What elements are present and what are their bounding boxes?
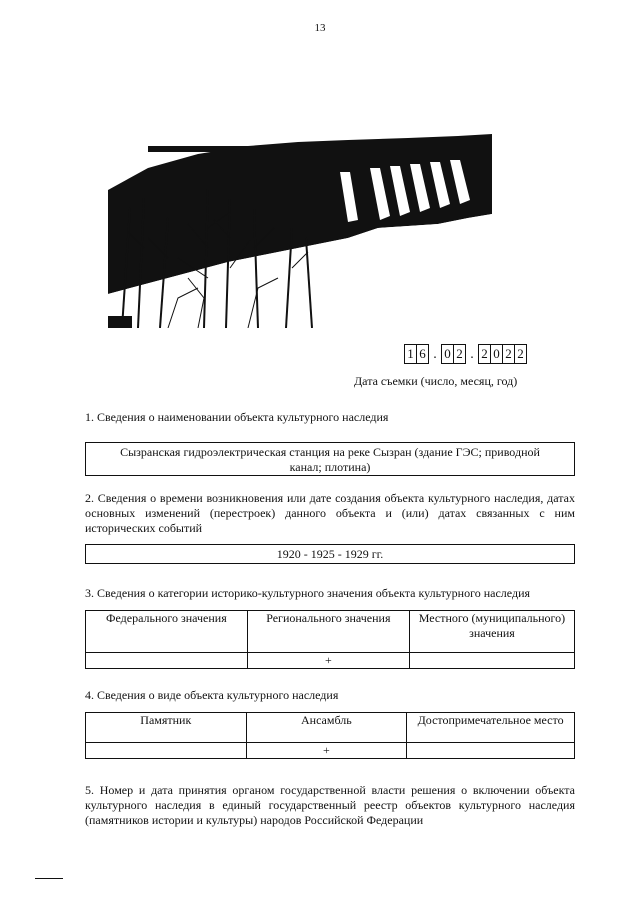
mark-landmark-site <box>407 743 575 759</box>
header-landmark-site: Достопримечательное место <box>407 713 575 743</box>
mark-federal <box>86 653 248 669</box>
object-type-table <box>85 712 575 759</box>
footer-line <box>35 878 63 879</box>
header-ensemble: Ансамбль <box>246 713 407 743</box>
dam-photo <box>108 128 492 328</box>
date-digit: 0 <box>441 344 454 364</box>
date-digit: 1 <box>404 344 417 364</box>
date-separator: . <box>470 347 474 362</box>
date-separator: . <box>433 347 437 362</box>
significance-category-table <box>85 610 575 669</box>
mark-local <box>409 653 574 669</box>
header-local: Местного (муниципального) значения <box>409 611 574 653</box>
section1-title: 1. Сведения о наименовании объекта культурного наследия <box>85 410 389 424</box>
section2-title: 2. Сведения о времени возникновения или дате создания объекта культурного наследия, датах основных изменений (перестроек) данного объекта и (или) датах связанных с ним исторических событий <box>85 491 575 535</box>
header-federal: Федерального значения <box>86 611 248 653</box>
header-regional: Регионального значения <box>247 611 409 653</box>
mark-monument <box>86 743 247 759</box>
date-digit: 0 <box>490 344 503 364</box>
shoot-date <box>404 344 527 364</box>
header-monument: Памятник <box>86 713 247 743</box>
object-dates-field: 1920 - 1925 - 1929 гг. <box>85 544 575 564</box>
date-day <box>404 344 429 364</box>
page-number: 13 <box>314 22 326 34</box>
section3-title: 3. Сведения о категории историко-культурного значения объекта культурного наследия <box>85 586 531 600</box>
section5-title: 5. Номер и дата принятия органом государственной власти решения о включении объекта культурного наследия в единый государственный реестр объектов культурного наследия (памятников истории и культуры) народов Российской Федерации <box>85 783 575 827</box>
date-month <box>441 344 466 364</box>
mark-regional: + <box>247 653 409 669</box>
date-year <box>478 344 527 364</box>
date-digit: 2 <box>478 344 491 364</box>
date-digit: 2 <box>502 344 515 364</box>
date-digit: 6 <box>416 344 429 364</box>
object-name-field: Сызранская гидроэлектрическая станция на реке Сызран (здание ГЭС; приводной канал; плотина) <box>85 442 575 476</box>
date-caption: Дата съемки (число, месяц, год) <box>354 374 518 388</box>
date-digit: 2 <box>453 344 466 364</box>
section4-title: 4. Сведения о виде объекта культурного наследия <box>85 688 339 702</box>
mark-ensemble: + <box>246 743 407 759</box>
date-digit: 2 <box>514 344 527 364</box>
